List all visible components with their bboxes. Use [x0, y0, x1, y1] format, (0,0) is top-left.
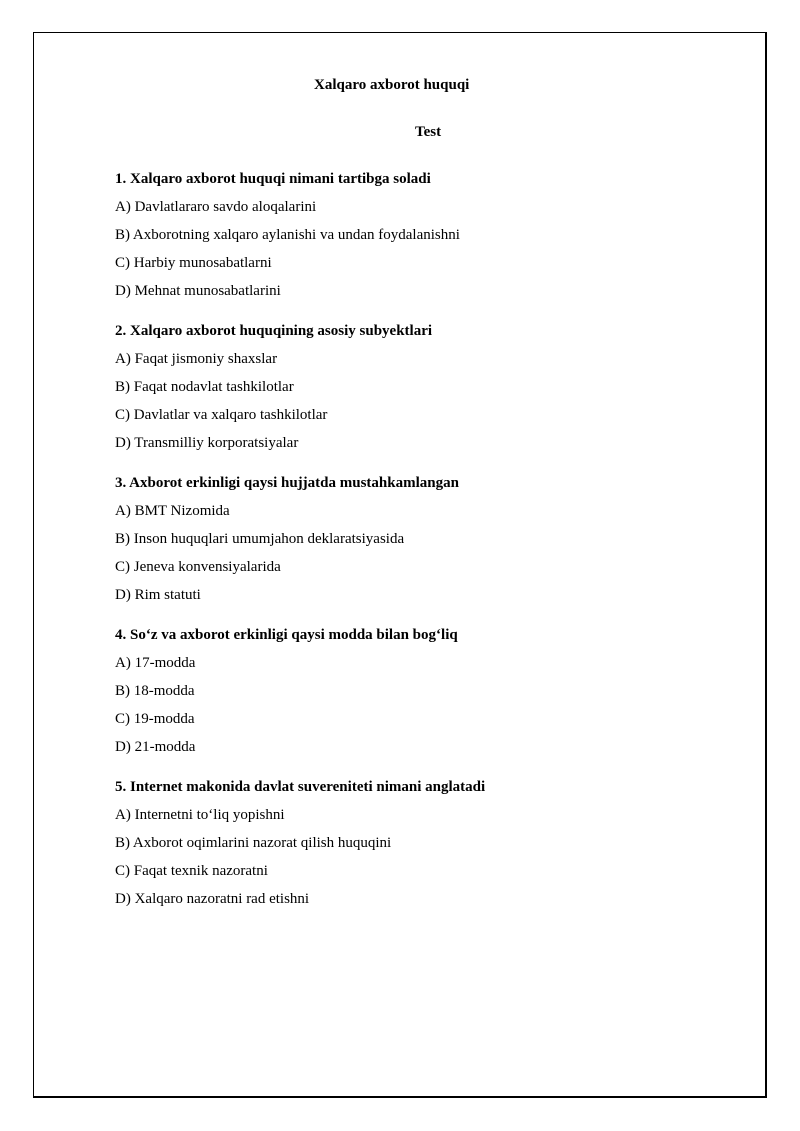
question-1	[115, 168, 735, 302]
question-4	[115, 624, 735, 758]
answer-option-a: A) BMT Nizomida	[115, 503, 230, 519]
answer-option-a: A) Internetni to‘liq yopishni	[115, 807, 285, 823]
answer-option-b: B) Axborot oqimlarini nazorat qilish huquqini	[115, 835, 392, 851]
answer-option-a: A) Faqat jismoniy shaxslar	[115, 351, 278, 367]
question-list	[115, 168, 735, 910]
question-text: 3. Axborot erkinligi qaysi hujjatda mustahkamlangan	[115, 475, 459, 491]
answer-option-d: D) Mehnat munosabatlarini	[115, 283, 281, 299]
answer-option-c: C) Faqat texnik nazoratni	[115, 863, 268, 879]
question-5	[115, 776, 735, 910]
answer-option-d: D) Rim statuti	[115, 587, 201, 603]
question-text: 5. Internet makonida davlat suvereniteti nimani anglatadi	[115, 779, 486, 795]
answer-option-b: B) Inson huquqlari umumjahon deklaratsiyasida	[115, 531, 405, 547]
document-title: Xalqaro axborot huquqi	[314, 77, 470, 93]
answer-option-d: D) Transmilliy korporatsiyalar	[115, 435, 299, 451]
answer-option-b: B) Faqat nodavlat tashkilotlar	[115, 379, 294, 395]
document-body	[115, 74, 735, 928]
answer-option-c: C) 19-modda	[115, 711, 195, 727]
answer-option-d: D) 21-modda	[115, 739, 196, 755]
question-2	[115, 320, 735, 454]
answer-option-c: C) Harbiy munosabatlarni	[115, 255, 272, 271]
answer-option-a: A) Davlatlararo savdo aloqalarini	[115, 199, 317, 215]
answer-option-c: C) Jeneva konvensiyalarida	[115, 559, 281, 575]
answer-option-d: D) Xalqaro nazoratni rad etishni	[115, 891, 310, 907]
document-subtitle: Test	[415, 124, 442, 140]
question-3	[115, 472, 735, 606]
question-text: 4. So‘z va axborot erkinligi qaysi modda bilan bog‘liq	[115, 627, 458, 643]
answer-option-a: A) 17-modda	[115, 655, 196, 671]
answer-option-b: B) Axborotning xalqaro aylanishi va undan foydalanishni	[115, 227, 460, 243]
answer-option-b: B) 18-modda	[115, 683, 195, 699]
answer-option-c: C) Davlatlar va xalqaro tashkilotlar	[115, 407, 328, 423]
question-text: 2. Xalqaro axborot huquqining asosiy subyektlari	[115, 323, 433, 339]
question-text: 1. Xalqaro axborot huquqi nimani tartibga soladi	[115, 171, 431, 187]
